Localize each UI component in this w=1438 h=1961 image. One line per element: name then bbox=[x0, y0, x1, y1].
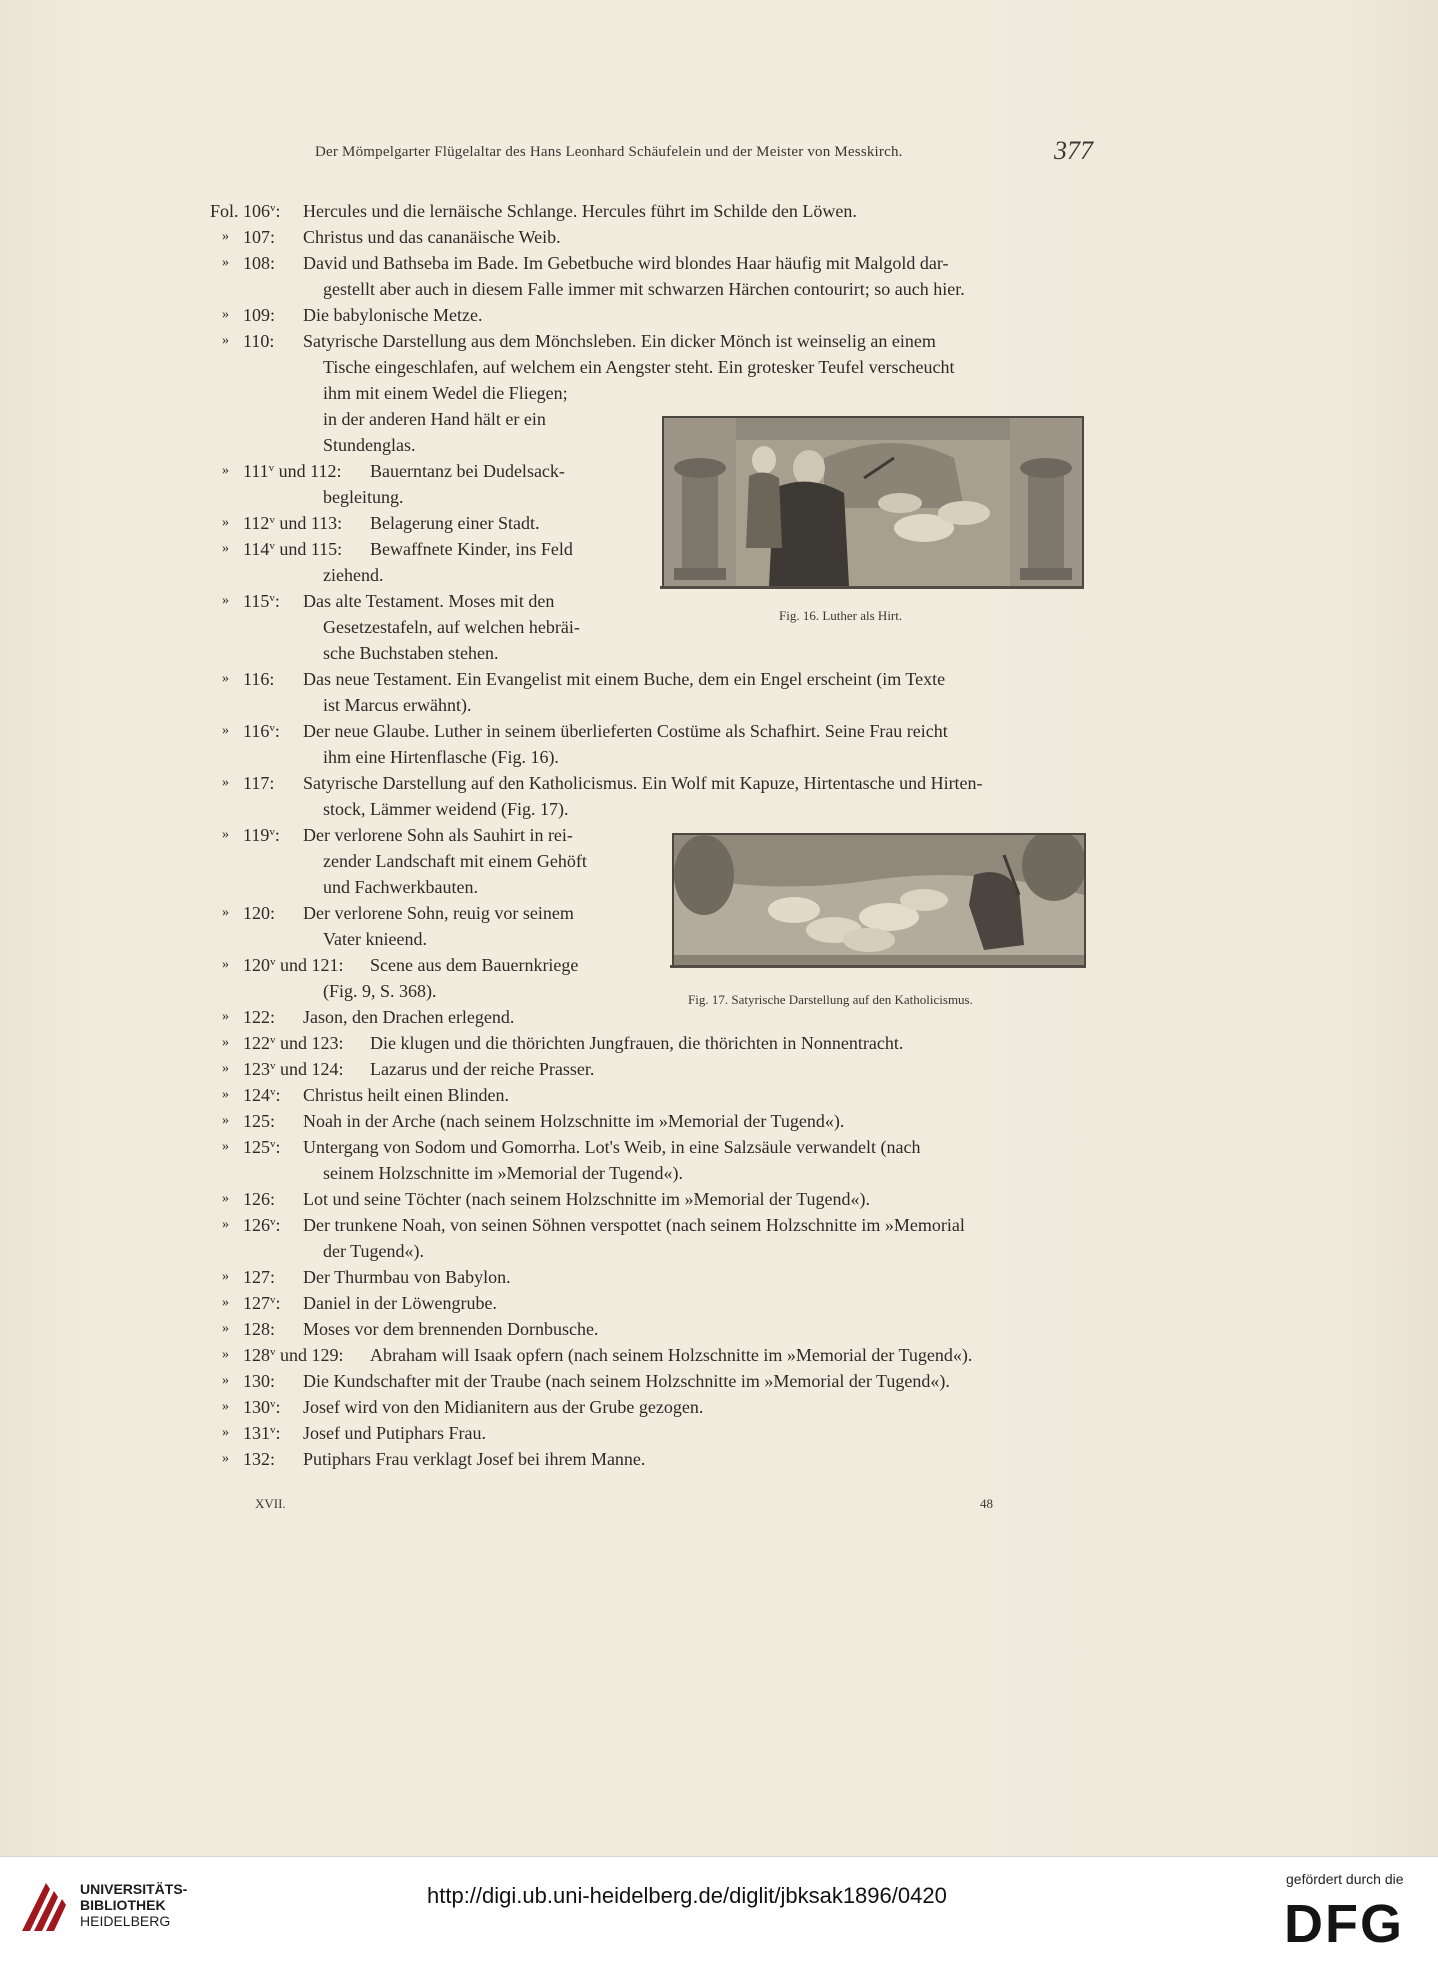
folio-number-value: 116 bbox=[243, 721, 270, 741]
entry-continuation-line: Stundenglas. bbox=[323, 435, 416, 455]
folio-number bbox=[243, 1342, 344, 1368]
ditto-mark: » bbox=[222, 1295, 229, 1310]
folio-number-value: 107 bbox=[243, 227, 270, 247]
folio-number-value: 116 bbox=[243, 669, 270, 689]
sheet-signature: 48 bbox=[980, 1496, 993, 1511]
verso-mark: v bbox=[270, 202, 276, 214]
entry-text-line: Der neue Glaube. Luther in seinem überlieferten Costüme als Schafhirt. Seine Frau reicht bbox=[303, 721, 948, 741]
ditto-mark: » bbox=[222, 827, 229, 842]
folio-suffix: : bbox=[269, 669, 275, 689]
ditto-mark: » bbox=[222, 463, 229, 478]
folio-number bbox=[243, 666, 274, 692]
verso-mark: v bbox=[269, 540, 275, 552]
folio-suffix: : bbox=[269, 331, 275, 351]
page-number: 377 bbox=[1054, 136, 1093, 165]
entry-text-line: Satyrische Darstellung aus dem Mönchsleben. Ein dicker Mönch ist weinselig an einem bbox=[303, 331, 936, 351]
folio-suffix: und 121: bbox=[275, 955, 344, 975]
entry-text-line: Der trunkene Noah, von seinen Söhnen verspottet (nach seinem Holzschnitte im »Memorial bbox=[303, 1215, 965, 1235]
entry-continuation-line: sche Buchstaben stehen. bbox=[323, 643, 499, 663]
folio-number bbox=[243, 952, 344, 978]
ditto-mark: » bbox=[222, 593, 229, 608]
folio-number-value: 131 bbox=[243, 1423, 270, 1443]
folio-suffix: und 112: bbox=[274, 461, 342, 481]
entry-text-line: Das neue Testament. Ein Evangelist mit einem Buche, dem ein Engel erscheint (im Texte bbox=[303, 669, 946, 689]
folio-suffix: und 123: bbox=[275, 1033, 344, 1053]
entry-continuation-line: der Tugend«). bbox=[323, 1241, 425, 1261]
folio-suffix: : bbox=[275, 1397, 281, 1417]
folio-suffix: : bbox=[270, 1267, 276, 1287]
folio-number-value: 122 bbox=[243, 1033, 270, 1053]
verso-mark: v bbox=[268, 462, 275, 474]
folio-number-value: 132 bbox=[243, 1449, 270, 1469]
verso-mark: v bbox=[269, 592, 275, 604]
folio-number bbox=[243, 1030, 344, 1056]
entry-text-line: Moses vor dem brennenden Dornbusche. bbox=[303, 1319, 599, 1339]
entry-text-line: Christus und das cananäische Weib. bbox=[303, 227, 561, 247]
folio-number-value: 125 bbox=[243, 1111, 270, 1131]
folio-suffix: : bbox=[275, 1215, 281, 1235]
entry-continuation-line: ihm eine Hirtenflasche (Fig. 16). bbox=[323, 747, 559, 767]
ditto-mark: » bbox=[222, 333, 229, 348]
dfg-logo: DFG bbox=[1284, 1894, 1404, 1954]
library-name-line3: HEIDELBERG bbox=[80, 1913, 171, 1929]
folio-number-value: 115 bbox=[243, 591, 270, 611]
folio-number-value: 124 bbox=[243, 1085, 270, 1105]
folio-number-value: 110 bbox=[243, 331, 270, 351]
folio-suffix: : bbox=[274, 591, 280, 611]
library-name-line2: BIBLIOTHEK bbox=[80, 1897, 166, 1913]
folio-number bbox=[243, 822, 280, 848]
folio-number-value: 108 bbox=[243, 253, 270, 273]
ditto-mark: » bbox=[222, 255, 229, 270]
ditto-mark: » bbox=[222, 1139, 229, 1154]
entry-text-line: Der Thurmbau von Babylon. bbox=[303, 1267, 511, 1287]
ditto-mark: » bbox=[222, 1217, 229, 1232]
folio-number-value: 117 bbox=[243, 773, 270, 793]
folio-suffix: : bbox=[275, 1085, 281, 1105]
folio-suffix: : bbox=[270, 1111, 276, 1131]
folio-number bbox=[243, 536, 342, 562]
entry-text-line: Bauerntanz bei Dudelsack- bbox=[370, 461, 565, 481]
folio-number bbox=[243, 770, 274, 796]
figure-17-caption: Fig. 17. Satyrische Darstellung auf den Katholicismus. bbox=[688, 992, 973, 1007]
folio-number bbox=[243, 1290, 281, 1316]
folio-suffix: und 129: bbox=[275, 1345, 344, 1365]
folio-number bbox=[243, 250, 275, 276]
entry-continuation-line: zender Landschaft mit einem Gehöft bbox=[323, 851, 587, 871]
folio-number bbox=[243, 1316, 275, 1342]
folio-number-value: 112 bbox=[243, 513, 270, 533]
entry-continuation-line: Vater knieend. bbox=[323, 929, 427, 949]
verso-mark: v bbox=[270, 1398, 276, 1410]
entry-continuation-line: stock, Lämmer weidend (Fig. 17). bbox=[323, 799, 569, 819]
ditto-mark: » bbox=[222, 1269, 229, 1284]
folio-number bbox=[243, 1004, 275, 1030]
entry-text-line: Untergang von Sodom und Gomorrha. Lot's Weib, in eine Salzsäule verwandelt (nach bbox=[303, 1137, 921, 1157]
folio-number bbox=[243, 328, 274, 354]
folio-number-value: 126 bbox=[243, 1189, 270, 1209]
verso-mark: v bbox=[270, 1294, 276, 1306]
folio-number bbox=[243, 1186, 275, 1212]
folio-number-value: 120 bbox=[243, 903, 270, 923]
folio-number-value: 122 bbox=[243, 1007, 270, 1027]
folio-number-value: 120 bbox=[243, 955, 270, 975]
folio-suffix: : bbox=[270, 1189, 276, 1209]
ditto-mark: » bbox=[222, 1035, 229, 1050]
entry-continuation-line: und Fachwerkbauten. bbox=[323, 877, 478, 897]
folio-suffix: und 113: bbox=[274, 513, 343, 533]
ditto-mark: » bbox=[222, 515, 229, 530]
library-name-line1: UNIVERSITÄTS- bbox=[80, 1881, 188, 1897]
verso-mark: v bbox=[270, 956, 276, 968]
verso-mark: v bbox=[270, 1086, 276, 1098]
entry-text-line: Hercules und die lernäische Schlange. Hercules führt im Schilde den Löwen. bbox=[303, 201, 857, 221]
folio-number bbox=[243, 1446, 275, 1472]
folio-suffix: : bbox=[274, 721, 280, 741]
verso-mark: v bbox=[270, 1424, 276, 1436]
ditto-mark: » bbox=[222, 541, 229, 556]
ditto-mark: » bbox=[222, 723, 229, 738]
ditto-mark: » bbox=[222, 1399, 229, 1414]
entry-text-line: Daniel in der Löwengrube. bbox=[303, 1293, 497, 1313]
figure-17-image bbox=[672, 833, 1086, 967]
entry-text-line: Jason, den Drachen erlegend. bbox=[303, 1007, 515, 1027]
folio-number bbox=[243, 900, 275, 926]
luther-as-shepherd-illustration bbox=[664, 418, 1082, 586]
folio-number bbox=[243, 1082, 281, 1108]
folio-number bbox=[210, 198, 281, 224]
entry-continuation-line: ziehend. bbox=[323, 565, 384, 585]
folio-number-value: 130 bbox=[243, 1371, 270, 1391]
verso-mark: v bbox=[270, 1346, 276, 1358]
folio-suffix: : bbox=[270, 253, 276, 273]
folio-number bbox=[243, 510, 342, 536]
folio-number bbox=[243, 1420, 281, 1446]
folio-suffix: : bbox=[275, 1423, 281, 1443]
folio-number-value: 123 bbox=[243, 1059, 270, 1079]
entry-continuation-line: Gesetzestafeln, auf welchen hebräi- bbox=[323, 617, 580, 637]
folio-number bbox=[243, 224, 275, 250]
ditto-mark: » bbox=[222, 957, 229, 972]
entry-continuation-line: seinem Holzschnitte im »Memorial der Tugend«). bbox=[323, 1163, 683, 1183]
volume-number: XVII. bbox=[255, 1496, 286, 1511]
folio-number bbox=[243, 1134, 281, 1160]
folio-number-value: 127 bbox=[243, 1267, 270, 1287]
entry-text-line: Putiphars Frau verklagt Josef bei ihrem Manne. bbox=[303, 1449, 646, 1469]
folio-suffix: : bbox=[270, 903, 276, 923]
folio-suffix: : bbox=[270, 1319, 276, 1339]
folio-number-value: 126 bbox=[243, 1215, 270, 1235]
folio-number bbox=[243, 1056, 344, 1082]
folio-number bbox=[243, 588, 280, 614]
entry-continuation-line: gestellt aber auch in diesem Falle immer mit schwarzen Härchen contourirt; so auch hier. bbox=[323, 279, 965, 299]
verso-mark: v bbox=[270, 1034, 276, 1046]
folio-number bbox=[243, 1212, 281, 1238]
entry-text-line: Lot und seine Töchter (nach seinem Holzschnitte im »Memorial der Tugend«). bbox=[303, 1189, 871, 1209]
entry-text-line: Das alte Testament. Moses mit den bbox=[303, 591, 555, 611]
folio-suffix: : bbox=[270, 227, 276, 247]
running-title: Der Mömpelgarter Flügelaltar des Hans Leonhard Schäufelein und der Meister von Messkirch. bbox=[315, 144, 903, 160]
folio-number bbox=[243, 1108, 275, 1134]
entry-text-line: Die Kundschafter mit der Traube (nach seinem Holzschnitte im »Memorial der Tugend«). bbox=[303, 1371, 950, 1391]
folio-suffix: : bbox=[270, 305, 276, 325]
folio-number bbox=[243, 302, 275, 328]
folio-number-value: 128 bbox=[243, 1319, 270, 1339]
folio-number-value: 130 bbox=[243, 1397, 270, 1417]
folio-suffix: : bbox=[269, 773, 275, 793]
folio-number-value: 127 bbox=[243, 1293, 270, 1313]
entry-text-line: Josef wird von den Midianitern aus der Grube gezogen. bbox=[303, 1397, 704, 1417]
ditto-mark: » bbox=[222, 1113, 229, 1128]
ditto-mark: » bbox=[222, 1373, 229, 1388]
folio-number bbox=[243, 1394, 281, 1420]
entry-continuation-line: Tische eingeschlafen, auf welchem ein Aengster steht. Ein grotesker Teufel verscheucht bbox=[323, 357, 955, 377]
folio-number-value: 119 bbox=[243, 825, 270, 845]
folio-suffix: : bbox=[270, 1007, 276, 1027]
figure-17-shadow bbox=[670, 965, 1086, 968]
library-name bbox=[80, 1881, 187, 1929]
digitization-footer-bar bbox=[0, 1856, 1438, 1961]
entry-continuation-line: begleitung. bbox=[323, 487, 404, 507]
entry-text-line: Abraham will Isaak opfern (nach seinem Holzschnitte im »Memorial der Tugend«). bbox=[370, 1345, 973, 1365]
folio-suffix: : bbox=[275, 1293, 281, 1313]
ditto-mark: » bbox=[222, 1347, 229, 1362]
ditto-mark: » bbox=[222, 307, 229, 322]
entry-text-line: Die klugen und die thörichten Jungfrauen, die thörichten in Nonnentracht. bbox=[370, 1033, 904, 1053]
ditto-mark: » bbox=[222, 1321, 229, 1336]
ditto-mark: » bbox=[222, 229, 229, 244]
folio-suffix: und 124: bbox=[275, 1059, 344, 1079]
ditto-mark: » bbox=[222, 905, 229, 920]
university-library-logo-icon bbox=[16, 1877, 72, 1937]
folio-suffix: : bbox=[275, 201, 281, 221]
funder-label: gefördert durch die bbox=[1286, 1871, 1404, 1887]
entry-text-line: Die babylonische Metze. bbox=[303, 305, 483, 325]
figure-16-caption: Fig. 16. Luther als Hirt. bbox=[779, 608, 903, 623]
wolf-and-lambs-illustration bbox=[674, 835, 1084, 965]
figure-16-image bbox=[662, 416, 1084, 588]
ditto-mark: » bbox=[222, 1425, 229, 1440]
folio-number-value: 111 bbox=[243, 461, 269, 481]
folio-suffix: : bbox=[270, 1371, 276, 1391]
entry-text-line: David und Bathseba im Bade. Im Gebetbuche wird blondes Haar häufig mit Malgold dar- bbox=[303, 253, 949, 273]
ditto-mark: » bbox=[222, 1061, 229, 1076]
ditto-mark: » bbox=[222, 671, 229, 686]
folio-suffix: : bbox=[274, 825, 280, 845]
folio-number bbox=[243, 1368, 275, 1394]
entry-continuation-line: ist Marcus erwähnt). bbox=[323, 695, 472, 715]
entry-text-line: Josef und Putiphars Frau. bbox=[303, 1423, 486, 1443]
verso-mark: v bbox=[270, 1216, 276, 1228]
entry-text-line: Der verlorene Sohn als Sauhirt in rei- bbox=[303, 825, 573, 845]
folio-number bbox=[243, 718, 280, 744]
entry-continuation-line: ihm mit einem Wedel die Fliegen; bbox=[323, 383, 568, 403]
folio-number bbox=[243, 1264, 275, 1290]
folio-suffix: : bbox=[270, 1449, 276, 1469]
entry-text-line: Der verlorene Sohn, reuig vor seinem bbox=[303, 903, 574, 923]
folio-suffix: : bbox=[275, 1137, 281, 1157]
folio-number-value: 114 bbox=[243, 539, 270, 559]
entry-text-line: Noah in der Arche (nach seinem Holzschnitte im »Memorial der Tugend«). bbox=[303, 1111, 845, 1131]
ditto-mark: » bbox=[222, 1451, 229, 1466]
entry-text-line: Lazarus und der reiche Prasser. bbox=[370, 1059, 595, 1079]
ditto-mark: » bbox=[222, 1087, 229, 1102]
folio-number-value: 125 bbox=[243, 1137, 270, 1157]
verso-mark: v bbox=[269, 514, 275, 526]
entry-text-line: Belagerung einer Stadt. bbox=[370, 513, 540, 533]
entry-text-line: Satyrische Darstellung auf den Katholicismus. Ein Wolf mit Kapuze, Hirtentasche und Hirten- bbox=[303, 773, 983, 793]
permalink-url[interactable]: http://digi.ub.uni-heidelberg.de/diglit/jbksak1896/0420 bbox=[427, 1883, 947, 1908]
verso-mark: v bbox=[269, 722, 275, 734]
entry-text-line: Christus heilt einen Blinden. bbox=[303, 1085, 509, 1105]
folio-number-value: 109 bbox=[243, 305, 270, 325]
ditto-mark: » bbox=[222, 1191, 229, 1206]
verso-mark: v bbox=[270, 1138, 276, 1150]
figure-16-shadow bbox=[660, 586, 1084, 589]
entry-text-line: Scene aus dem Bauernkriege bbox=[370, 955, 579, 975]
entry-text-line: Bewaffnete Kinder, ins Feld bbox=[370, 539, 573, 559]
verso-mark: v bbox=[269, 826, 275, 838]
entry-continuation-line: (Fig. 9, S. 368). bbox=[323, 981, 437, 1001]
folio-number-value: 128 bbox=[243, 1345, 270, 1365]
folio-number bbox=[243, 458, 342, 484]
ditto-mark: » bbox=[222, 1009, 229, 1024]
ditto-mark: » bbox=[222, 775, 229, 790]
folio-number-value: Fol. 106 bbox=[210, 201, 271, 221]
folio-suffix: und 115: bbox=[274, 539, 343, 559]
verso-mark: v bbox=[270, 1060, 276, 1072]
entry-continuation-line: in der anderen Hand hält er ein bbox=[323, 409, 546, 429]
